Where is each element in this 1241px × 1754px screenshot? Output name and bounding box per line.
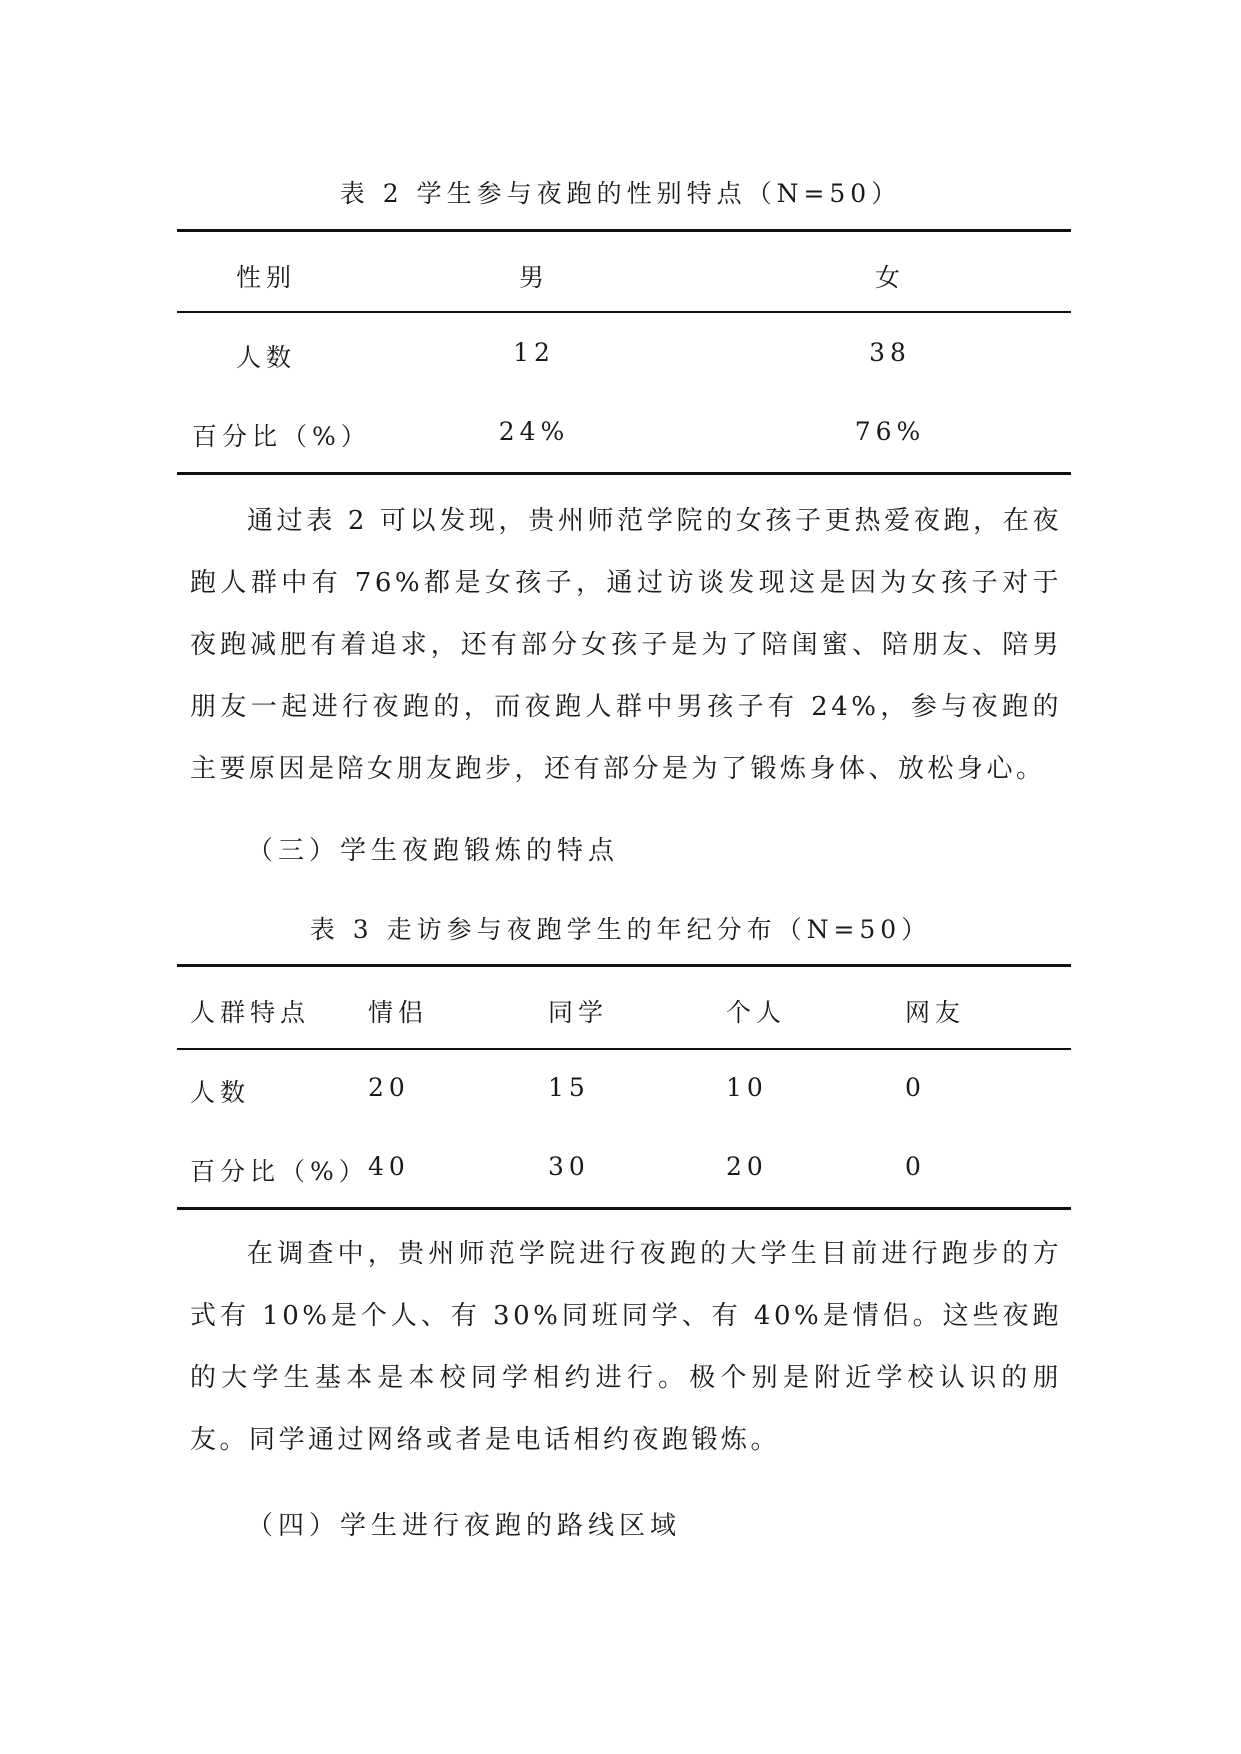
table3-header-individual: 个人	[726, 998, 787, 1027]
table3-header-classmate: 同学	[548, 998, 609, 1027]
table3-cell: 15	[548, 1073, 590, 1102]
table2-top-rule	[177, 229, 1071, 232]
table3-caption: 表 3 走访参与夜跑学生的年纪分布（N=50）	[309, 915, 932, 944]
table3-mid-rule	[177, 1048, 1071, 1050]
table3-row-label: 人数	[190, 1078, 251, 1107]
table2-header-gender: 性别	[236, 263, 297, 292]
table3-cell: 20	[726, 1152, 768, 1181]
table3-row-label: 百分比（%）	[190, 1157, 369, 1186]
table3-header-group: 人群特点	[190, 998, 311, 1027]
body-paragraph-1: 通过表 2 可以发现，贵州师范学院的女孩子更热爱夜跑，在夜跑人群中有 76%都是女孩子，通过访谈发现这是因为女孩子对于夜跑减肥有着追求，还有部分女孩子是为了陪闺蜜、陪朋友、陪男朋友一起进行夜跑的，而夜跑人群中男孩子有 24%，参与夜跑的主要原因是陪女朋友跑步，还有部分是为了锻炼身体、放松身心。	[190, 506, 1062, 784]
table3-cell: 30	[548, 1152, 590, 1181]
body-paragraph-2: 在调查中，贵州师范学院进行夜跑的大学生目前进行跑步的方式有 10%是个人、有 30%同班同学、有 40%是情侣。这些夜跑的大学生基本是本校同学相约进行。极个别是附近学校认识的朋友。同学通过网络或者是电话相约夜跑锻炼。	[190, 1239, 1062, 1455]
table2-cell: 24%	[498, 417, 570, 446]
table2-cell: 38	[869, 338, 911, 367]
table2-row-label: 人数	[236, 343, 297, 372]
table3-cell: 0	[905, 1073, 926, 1102]
table2-row-label: 百分比（%）	[192, 422, 371, 451]
table3-bottom-rule	[177, 1207, 1071, 1210]
table3-cell: 20	[368, 1073, 410, 1102]
table2-header-female: 女	[874, 263, 906, 292]
table3-top-rule	[177, 964, 1071, 967]
table2-bottom-rule	[177, 472, 1071, 475]
table3-header-couple: 情侣	[368, 998, 429, 1027]
table2-header-male: 男	[518, 263, 550, 292]
table2-cell: 76%	[854, 417, 926, 446]
table2-mid-rule	[177, 311, 1071, 313]
table3-cell: 10	[726, 1073, 768, 1102]
section3-heading: （三）学生夜跑锻炼的特点	[247, 836, 620, 866]
table2-cell: 12	[513, 338, 555, 367]
table3-header-netfriend: 网友	[905, 998, 966, 1027]
table3-cell: 0	[905, 1152, 926, 1181]
table3-cell: 40	[368, 1152, 410, 1181]
table2-caption: 表 2 学生参与夜跑的性别特点（N=50）	[339, 179, 902, 208]
section4-heading: （四）学生进行夜跑的路线区域	[247, 1511, 682, 1541]
